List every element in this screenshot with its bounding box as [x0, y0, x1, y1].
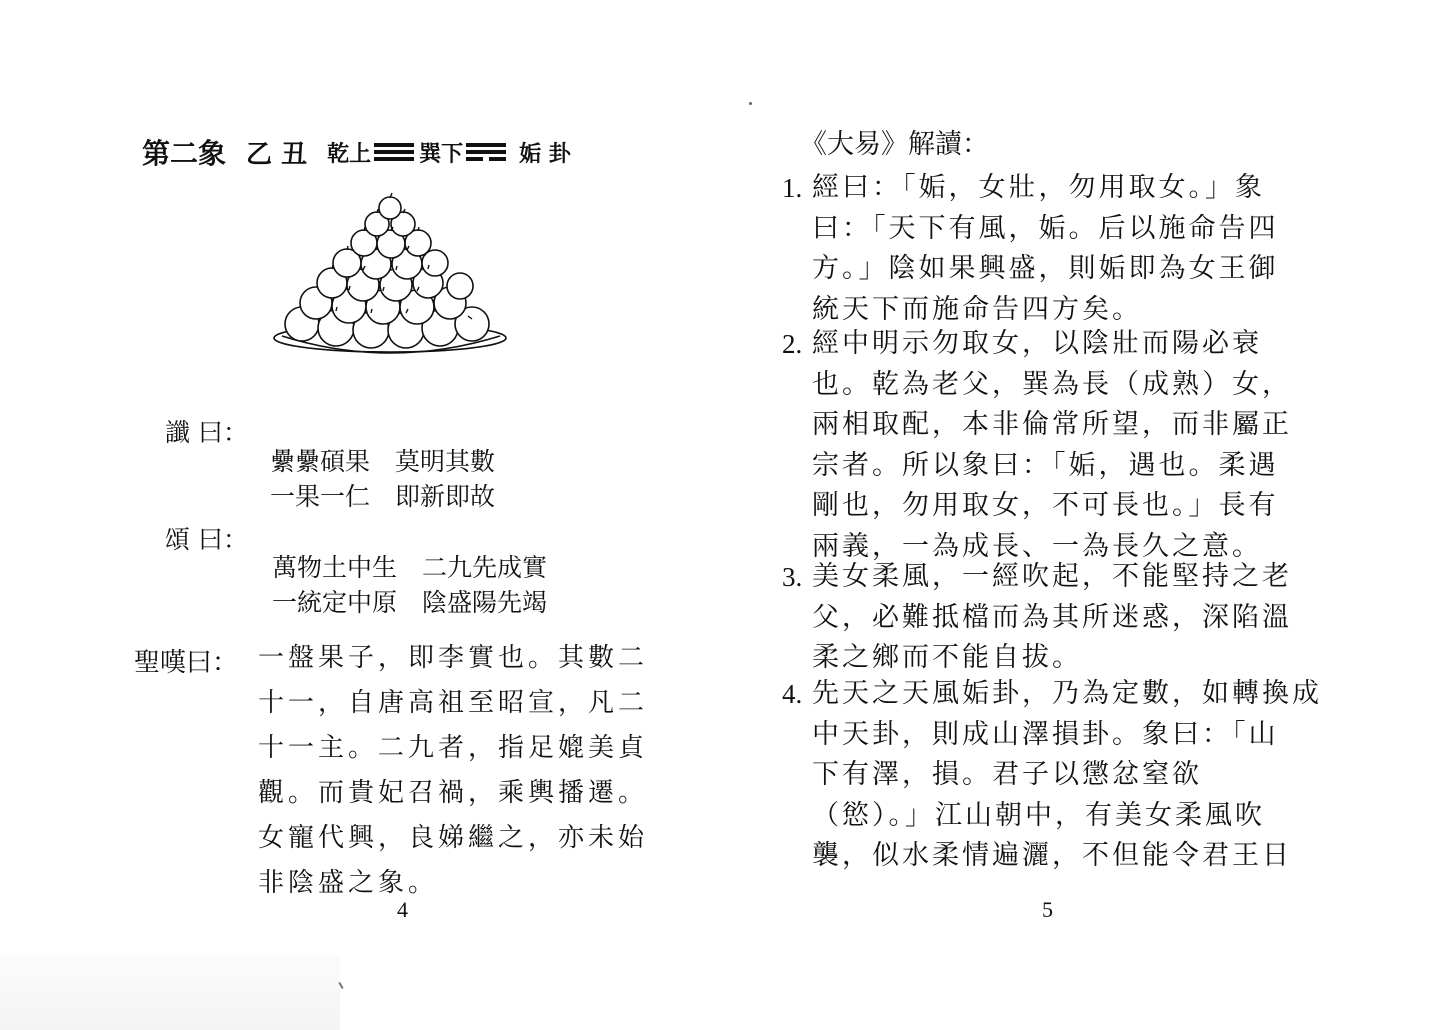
- sigh-commentary: [258, 640, 668, 910]
- qian-trigram-icon: [374, 141, 414, 163]
- item-line: 也。乾為老父，巽為長（成熟）女，: [812, 368, 1292, 400]
- item-line: 襲，似水柔情遍灑，不但能令君王日: [812, 840, 1292, 871]
- item-line: 先天之天風姤卦，乃為定數，如轉換成: [812, 678, 1322, 709]
- item-line: 經曰：「姤，女壯，勿用取女。」象: [812, 172, 1265, 203]
- scan-mark: [338, 982, 343, 989]
- page-title: [142, 130, 571, 174]
- item-line: 兩義，一為成長、一為長久之意。: [812, 530, 1262, 562]
- item-line: 經中明示勿取女，以陰壯而陽必衰: [812, 328, 1262, 359]
- item-number: 3.: [782, 562, 803, 592]
- page-number-right: 5: [1042, 897, 1053, 922]
- item-line: （慾）。」江山朝中，有美女柔風吹: [812, 799, 1265, 831]
- title-lower-label: 巽下: [419, 141, 464, 167]
- interpretation-item-3: [782, 558, 1322, 680]
- interpretation-item-1: [782, 169, 1322, 331]
- title-upper-label: 乾上: [327, 141, 372, 167]
- item-line: 統天下而施命告四方矣。: [812, 293, 1142, 325]
- ode-label: 頌 曰：: [165, 525, 248, 554]
- title-part1: 第二象: [142, 137, 227, 170]
- right-page: [720, 0, 1440, 1030]
- item-number: 1.: [782, 173, 803, 203]
- interpretation-item-4: [782, 675, 1322, 878]
- page-number-left: 4: [397, 897, 408, 922]
- sigh-line: 女寵代興，良娣繼之，亦未始: [258, 823, 649, 853]
- xun-trigram-icon: [466, 141, 506, 163]
- item-line: 美女柔風，一經吹起，不能堅持之老: [812, 561, 1292, 592]
- prophecy-label: 讖 曰：: [165, 418, 248, 447]
- prophecy-line: 纍纍碩果 莫明其數: [270, 447, 496, 476]
- item-line: 柔之鄉而不能自拔。: [812, 642, 1082, 673]
- prophecy-line: 一果一仁 即新即故: [270, 482, 496, 511]
- sigh-line: 非陰盛之象。: [258, 868, 439, 898]
- ode-line: 一統定中原 陰盛陽先竭: [272, 588, 548, 617]
- item-number: 2.: [782, 329, 803, 359]
- item-line: 下有澤，損。君子以懲忿窒欲: [812, 759, 1202, 790]
- item-line: 剛也，勿用取女，不可長也。」長有: [812, 490, 1279, 521]
- interpretation-item-2: [782, 325, 1322, 568]
- hexagram-name: 姤 卦: [519, 141, 571, 167]
- sigh-line: 一盤果子，即李實也。其數二: [258, 643, 649, 673]
- item-line: 方。」陰如果興盛，則姤即為女王御: [812, 253, 1279, 284]
- item-line: 父，必難抵檔而為其所迷惑，深陷溫: [812, 601, 1292, 633]
- item-line: 曰：「天下有風，姤。后以施命告四: [812, 212, 1279, 244]
- section-heading: 《大易》解讀：: [800, 129, 989, 160]
- ode-line: 萬物土中生 二九先成實: [272, 553, 548, 582]
- sigh-line: 十一，自唐高祖至昭宣，凡二: [258, 688, 649, 718]
- sigh-line: 觀。而貴妃召禍，乘輿播遷。: [258, 778, 649, 808]
- scan-dot: [749, 102, 752, 105]
- sigh-label: 聖嘆曰：: [134, 648, 239, 678]
- item-line: 宗者。所以象曰：「姤，遇也。柔遇: [812, 449, 1279, 481]
- apple-pile-on-plate-icon: [272, 190, 512, 360]
- sigh-line: 十一主。二九者，指足媲美貞: [258, 733, 649, 763]
- item-line: 兩相取配，本非倫常所望，而非屬正: [812, 409, 1292, 440]
- title-part2: 乙 丑: [246, 139, 308, 170]
- item-number: 4.: [782, 679, 803, 709]
- item-line: 中天卦，則成山澤損卦。象曰：「山: [812, 718, 1279, 750]
